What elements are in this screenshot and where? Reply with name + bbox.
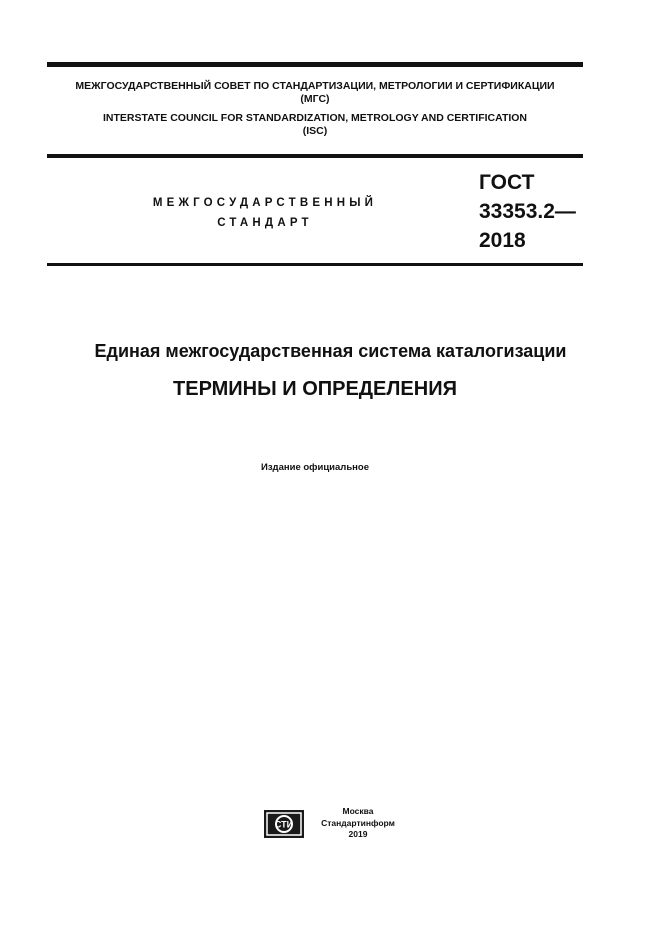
gost-number: 33353.2—: [479, 200, 576, 223]
standartinform-logo-icon: [264, 810, 304, 838]
publisher-city: Москва: [342, 806, 374, 816]
council-name-ru: [47, 80, 583, 106]
gost-prefix: ГОСТ: [479, 171, 535, 194]
standard-type-line2: СТАНДАРТ: [217, 217, 313, 229]
publication-year: 2019: [348, 829, 368, 839]
bottom-rule: [47, 263, 583, 266]
council-name-ru-line1: МЕЖГОСУДАРСТВЕННЫЙ СОВЕТ ПО СТАНДАРТИЗАЦИИ, МЕТРОЛОГИИ И СЕРТИФИКАЦИИ: [75, 80, 555, 92]
council-name-en-line1: INTERSTATE COUNCIL FOR STANDARDIZATION, METROLOGY AND CERTIFICATION: [102, 112, 528, 124]
council-abbr-ru: (МГС): [300, 93, 330, 105]
council-name-en: [47, 112, 583, 138]
middle-rule: [47, 154, 583, 158]
standard-type-line1: МЕЖГОСУДАРСТВЕННЫЙ: [152, 197, 378, 209]
logo-text: СТИ: [274, 819, 294, 830]
publisher-imprint: [310, 806, 406, 841]
publisher-name: Стандартинформ: [321, 817, 395, 828]
council-abbr-en: (ISC): [302, 125, 328, 137]
gost-year: 2018: [479, 229, 526, 252]
edition-note: Издание официальное: [261, 462, 369, 473]
document-title: Единая межгосударственная система каталогизации: [94, 341, 567, 361]
top-rule: [47, 62, 583, 67]
standard-type-label: [130, 193, 400, 233]
gost-designation: [479, 168, 576, 255]
document-subtitle: ТЕРМИНЫ И ОПРЕДЕЛЕНИЯ: [173, 378, 457, 400]
